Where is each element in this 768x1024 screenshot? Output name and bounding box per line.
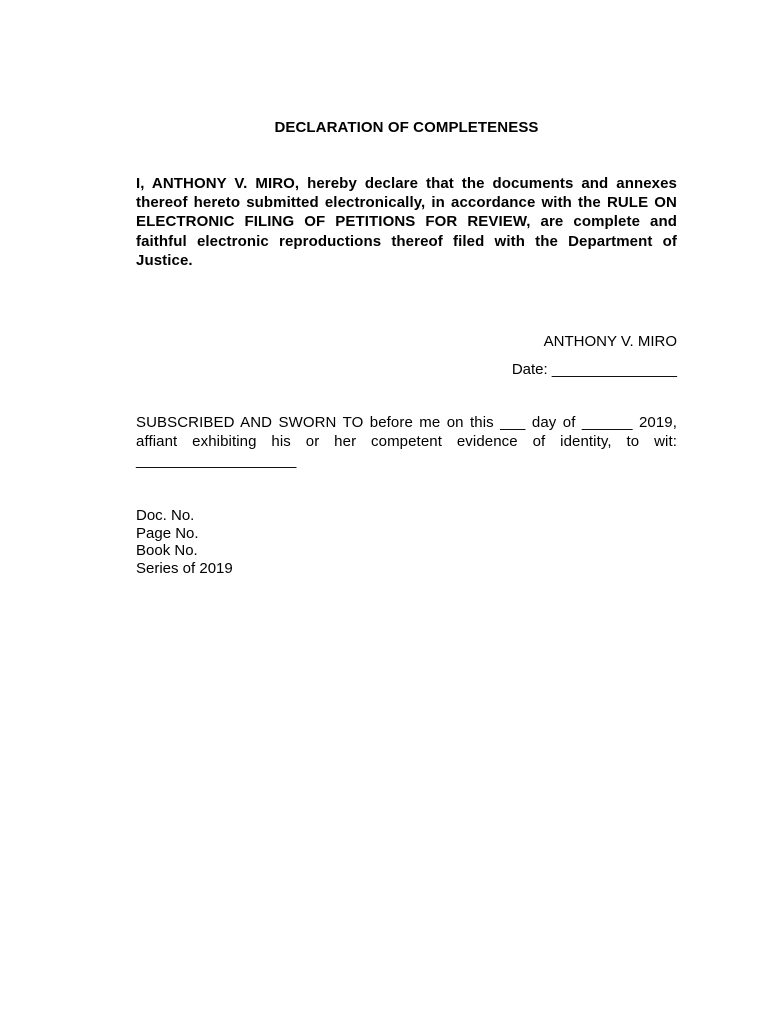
book-no-label: Book No. (136, 542, 198, 560)
series-label: Series of 2019 (136, 559, 233, 577)
date-blank: _______________ (551, 361, 677, 378)
doc-no-label: Doc. No. (136, 507, 195, 524)
jurat-paragraph: SUBSCRIBED AND SWORN TO before me on this ___ day of ______ 2019, affiant exhibiting his or her competent evidence of identity, to wit: ___________________ (136, 414, 677, 470)
page-no-label: Page No. (136, 524, 199, 542)
signatory-name: ANTHONY V. MIRO (543, 333, 677, 350)
date-line (136, 361, 677, 378)
date-label: Date: (511, 361, 548, 378)
notarial-doc-info (136, 507, 677, 577)
declaration-paragraph: I, ANTHONY V. MIRO, hereby declare that the documents and annexes thereof hereto submitted electronically, in accordance with the RULE ON ELECTRONIC FILING OF PETITIONS FOR REVIEW, are complete and faithful electronic reproductions thereof filed with the Department of Justice. (136, 175, 677, 269)
document-title: DECLARATION OF COMPLETENESS (274, 119, 539, 136)
